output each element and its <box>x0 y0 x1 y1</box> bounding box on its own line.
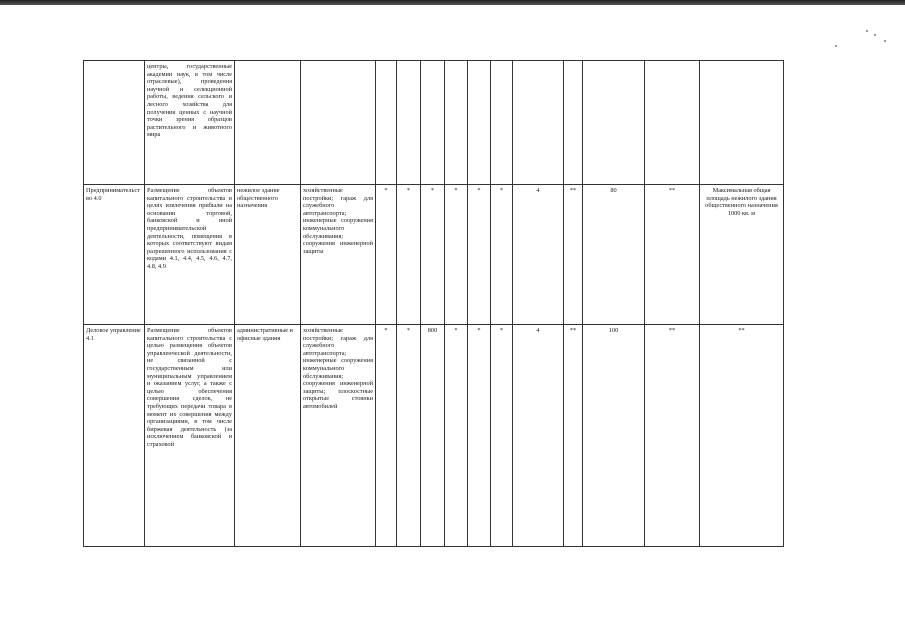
param-cell: 80 <box>583 185 645 325</box>
param-cell: ** <box>564 325 583 547</box>
table-row <box>84 185 784 325</box>
note-cell <box>700 61 784 185</box>
param-cell: ** <box>645 185 700 325</box>
use-description-cell: центры, государственные академии наук, в том числе отраслевые), проведения научной и селекционной работы, ведения сельского и лесного хозяйства для получения ценных с научной точки зрения образцов растительного и животного мира <box>145 61 235 185</box>
param-cell: * <box>397 325 421 547</box>
param-cell <box>491 61 513 185</box>
scan-speck <box>874 34 876 36</box>
scan-speck <box>835 45 837 47</box>
auxiliary-use-cell: хозяйственные постройки; гараж для служебного автотранспорта; инженерные сооружения коммунального обслуживания; сооружения инженерной защиты; плоскостные открытые стоянки автомобилей <box>301 325 376 547</box>
param-cell: * <box>468 185 491 325</box>
param-cell: 4 <box>513 325 564 547</box>
note-cell: Максимальная общая площадь нежилого здания общественного назначения 1000 кв. м <box>700 185 784 325</box>
param-cell <box>513 61 564 185</box>
param-cell <box>421 61 445 185</box>
param-cell: 4 <box>513 185 564 325</box>
param-cell <box>397 61 421 185</box>
param-cell <box>583 61 645 185</box>
param-cell <box>376 61 397 185</box>
param-cell <box>445 61 468 185</box>
param-cell <box>645 61 700 185</box>
use-description-cell: Размещение объектов капитального строительства в целях извлечения прибыли на основании торговой, банковской и иной предпринимательской деятельности, помещения в которых соответствуют видам разрешенного использования с кодами 4.1, 4.4, 4.5, 4.6, 4.7, 4.8, 4.9 <box>145 185 235 325</box>
use-type-cell: Деловое управление 4.1 <box>84 325 145 547</box>
auxiliary-use-cell: хозяйственные постройки; гараж для служебного автотранспорта; инженерные сооружения коммунального обслуживания; сооружения инженерной защиты <box>301 185 376 325</box>
main-use-cell: административные и офисные здания <box>235 325 301 547</box>
use-description-cell: Размещение объектов капитального строительства с целью размещения объектов управленческой деятельности, не связанной с государственным или муниципальным управлением и оказанием услуг, а также с целью обеспечения совершения сделок, не требующих передачи товара в момент их совершения между организациями, в том числе биржевая деятельность (за исключением банковской и страховой <box>145 325 235 547</box>
scan-speck <box>884 40 886 42</box>
param-cell: * <box>445 185 468 325</box>
param-cell: * <box>445 325 468 547</box>
param-cell: * <box>376 325 397 547</box>
main-use-cell <box>235 61 301 185</box>
use-type-cell: Предпринимательство 4.0 <box>84 185 145 325</box>
param-cell <box>564 61 583 185</box>
use-type-cell <box>84 61 145 185</box>
scan-top-border <box>0 0 905 5</box>
param-cell: * <box>421 185 445 325</box>
auxiliary-use-cell <box>301 61 376 185</box>
param-cell: 100 <box>583 325 645 547</box>
zoning-regulations-table <box>83 60 784 547</box>
note-cell: ** <box>700 325 784 547</box>
param-cell: * <box>397 185 421 325</box>
table-row <box>84 325 784 547</box>
param-cell: ** <box>645 325 700 547</box>
param-cell: 800 <box>421 325 445 547</box>
param-cell: ** <box>564 185 583 325</box>
param-cell: * <box>468 325 491 547</box>
param-cell: * <box>491 185 513 325</box>
scan-speck <box>866 30 868 32</box>
param-cell <box>468 61 491 185</box>
main-use-cell: нежилое здание общественного назначения <box>235 185 301 325</box>
param-cell: * <box>491 325 513 547</box>
table-row <box>84 61 784 185</box>
param-cell: * <box>376 185 397 325</box>
